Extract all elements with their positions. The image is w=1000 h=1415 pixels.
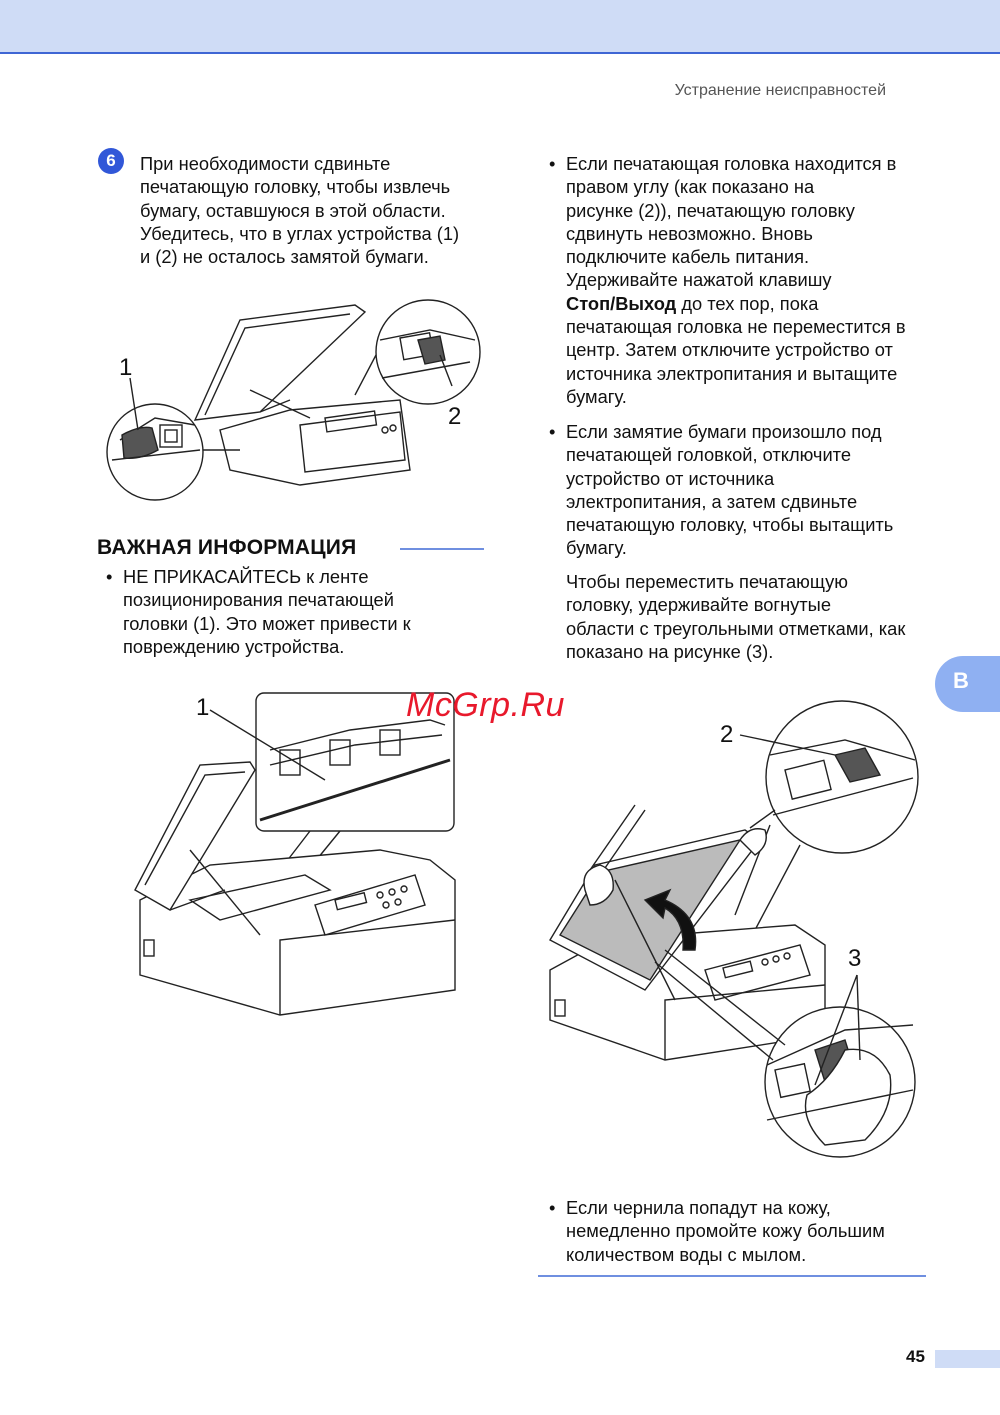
figure-printer-corners — [100, 300, 490, 510]
step-text — [140, 152, 490, 268]
step-line: и (2) не осталось замятой бумаги. — [140, 246, 429, 268]
page-number-bar — [935, 1350, 1000, 1368]
chapter-tab-letter: B — [953, 668, 969, 693]
step-line: Убедитесь, что в углах устройства (1) — [140, 222, 460, 244]
bullet-jam-under-head — [549, 420, 936, 560]
bullet-line: источника электропитания и вытащите — [566, 362, 898, 384]
bullet-line: правом углу (как показано на — [566, 176, 815, 198]
bullet-line: бумагу. — [566, 537, 627, 559]
bullet-dot: • — [106, 566, 113, 587]
bullet-line-tail: до тех пор, пока — [676, 292, 819, 314]
notice-end-rule — [538, 1275, 926, 1277]
chapter-tab — [935, 656, 1000, 712]
important-bullet — [106, 565, 483, 658]
bullet-line: Если печатающая головка находится в — [566, 153, 897, 174]
section-title: Устранение неисправностей — [674, 82, 886, 99]
bullet-line: повреждению устройства. — [123, 635, 345, 657]
para-line: Чтобы переместить печатающую — [566, 571, 848, 592]
bullet-dot: • — [549, 421, 556, 442]
important-rule — [400, 548, 484, 550]
figure3-label-2: 2 — [720, 721, 734, 748]
bullet-head-right-corner — [549, 152, 936, 408]
bullet-line: печатающая головка не переместится в — [566, 316, 906, 338]
bullet-line: печатающей головкой, отключите — [566, 444, 852, 466]
bullet-ink-skin — [549, 1196, 936, 1266]
move-head-paragraph — [566, 570, 936, 663]
bullet-line: позиционирования печатающей — [123, 589, 394, 611]
figure-encoder-strip — [130, 690, 470, 1030]
important-title: ВАЖНАЯ ИНФОРМАЦИЯ — [97, 536, 357, 559]
bullet-line: количеством воды с мылом. — [566, 1243, 807, 1265]
para-line: области с треугольными отметками, как — [566, 617, 906, 639]
bullet-line-with-key — [566, 292, 936, 315]
bullet-line: головки (1). Это может привести к — [123, 612, 411, 634]
bullet-line: Удерживайте нажатой клавишу — [566, 269, 832, 291]
figure1-label-1: 1 — [119, 354, 133, 381]
bullet-line: электропитания, а затем сдвиньте — [566, 490, 858, 512]
step-number-badge: 6 — [98, 148, 124, 174]
bullet-dot: • — [549, 1197, 556, 1218]
bullet-line: немедленно промойте кожу большим — [566, 1220, 885, 1242]
stop-exit-key-name: Стоп/Выход — [566, 292, 677, 314]
bullet-line: бумагу. — [566, 385, 627, 407]
page-number: 45 — [906, 1347, 925, 1366]
bullet-line: сдвинуть невозможно. Вновь — [566, 222, 813, 244]
figure1-label-2: 2 — [448, 403, 462, 430]
step-line: печатающую головку, чтобы извлечь — [140, 176, 451, 198]
bullet-line: Если чернила попадут на кожу, — [566, 1197, 831, 1218]
bullet-dot: • — [549, 153, 556, 174]
para-line: головку, удерживайте вогнутые — [566, 594, 831, 616]
figure3-label-3: 3 — [848, 945, 862, 972]
bullet-line: подключите кабель питания. — [566, 246, 810, 268]
figure2-label-1: 1 — [196, 694, 210, 721]
step-line: При необходимости сдвиньте — [140, 153, 391, 174]
bullet-line: НЕ ПРИКАСАЙТЕСЬ к ленте — [123, 566, 369, 587]
bullet-line: Если замятие бумаги произошло под — [566, 421, 882, 442]
top-band — [0, 0, 1000, 54]
bullet-line: печатающую головку, чтобы вытащить — [566, 514, 894, 536]
figure-move-head — [545, 700, 925, 1170]
bullet-line: рисунке (2)), печатающую головку — [566, 199, 855, 221]
watermark: McGrp.Ru — [406, 686, 565, 724]
para-line: показано на рисунке (3). — [566, 640, 774, 662]
bullet-line: устройство от источника — [566, 467, 775, 489]
bullet-line: центр. Затем отключите устройство от — [566, 339, 893, 361]
step-line: бумагу, оставшуюся в этой области. — [140, 199, 446, 221]
